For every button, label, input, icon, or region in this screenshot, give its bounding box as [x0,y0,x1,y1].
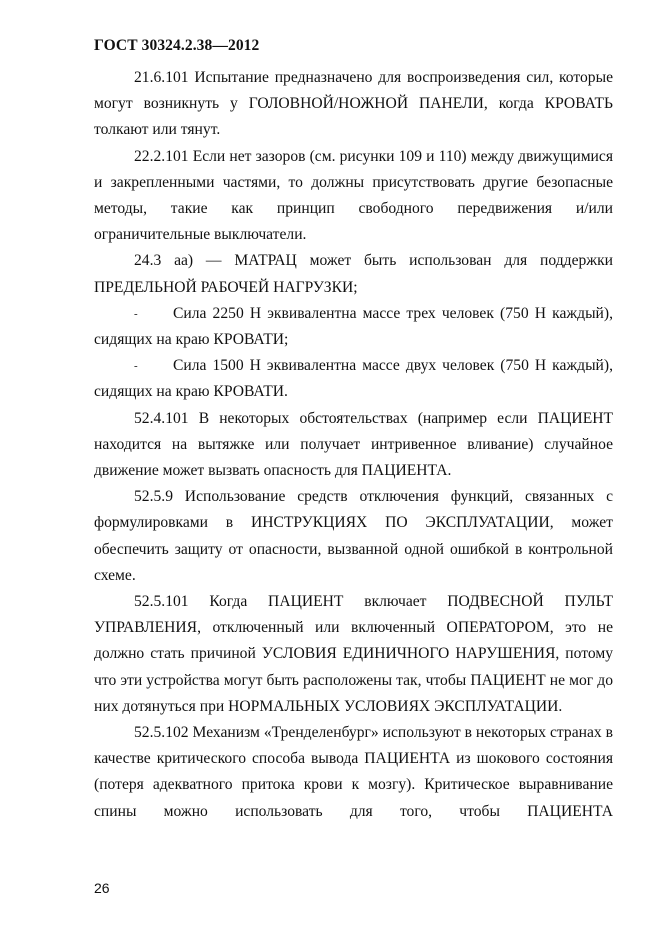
paragraph-22-2-101: 22.2.101 Если нет зазоров (см. рисунки 109 и 110) между движущимися и закрепленными частями, то должны присутствовать другие безопасные методы, такие как принцип свободного передвижения и/или ограничительные выключатели. [94,147,613,244]
paragraph-21-6-101: 21.6.101 Испытание предназначено для воспроизведения сил, которые могут возникнуть у ГОЛОВНОЙ/НОЖНОЙ ПАНЕЛИ, когда КРОВАТЬ толкают или тянут. [94,69,613,139]
list-item-text: Сила 1500 Н эквивалентна массе двух человек (750 Н каждый), сидящих на краю КРОВАТИ. [94,357,613,401]
list-dash-marker: - [134,360,138,373]
paragraph-52-4-101: 52.4.101 В некоторых обстоятельствах (например если ПАЦИЕНТ находится на вытяжке или получает интривенное вливание) случайное движение может вызвать опасность для ПАЦИЕНТА. [94,409,613,480]
paragraph-52-5-102: 52.5.102 Механизм «Тренделенбург» используют в некоторых странах в качестве критического способа вывода ПАЦИЕНТА из шокового состояния (потеря адекватного притока крови к мозгу). Критическое выравнивание спины можно использовать для того, чтобы ПАЦИЕНТА [94,724,613,820]
list-item [94,353,613,405]
list-dash-marker: - [134,307,138,320]
paragraph-24-3: 24.3 аа) — МАТРАЦ может быть использован для поддержки ПРЕДЕЛЬНОЙ РАБОЧЕЙ НАГРУЗКИ; [94,252,613,296]
paragraph-52-5-101: 52.5.101 Когда ПАЦИЕНТ включает ПОДВЕСНОЙ ПУЛЬТ УПРАВЛЕНИЯ, отключенный или включенный ОПЕРАТОРОМ, это не должно стать причиной УСЛОВИЯ ЕДИНИЧНОГО НАРУШЕНИЯ, потому что эти устройства могут быть расположены так, чтобы ПАЦИЕНТ не мог до них дотянуться при НОРМАЛЬНЫХ УСЛОВИЯХ ЭКСПЛУАТАЦИИ. [94,593,613,715]
page-number: 26 [94,880,110,896]
document-body [94,65,613,825]
list-item-text: Сила 2250 Н эквивалентна массе трех человек (750 Н каждый), сидящих на краю КРОВАТИ; [94,304,613,349]
paragraph-52-5-9: 52.5.9 Использование средств отключения функций, связанных с формулировками в ИНСТРУКЦИЯХ ПО ЭКСПЛУАТАЦИИ, может обеспечить защиту от опасности, вызванной одной ошибкой в контрольной схеме. [94,488,613,584]
document-header: ГОСТ 30324.2.38—2012 [94,37,260,54]
list-item [94,301,613,353]
